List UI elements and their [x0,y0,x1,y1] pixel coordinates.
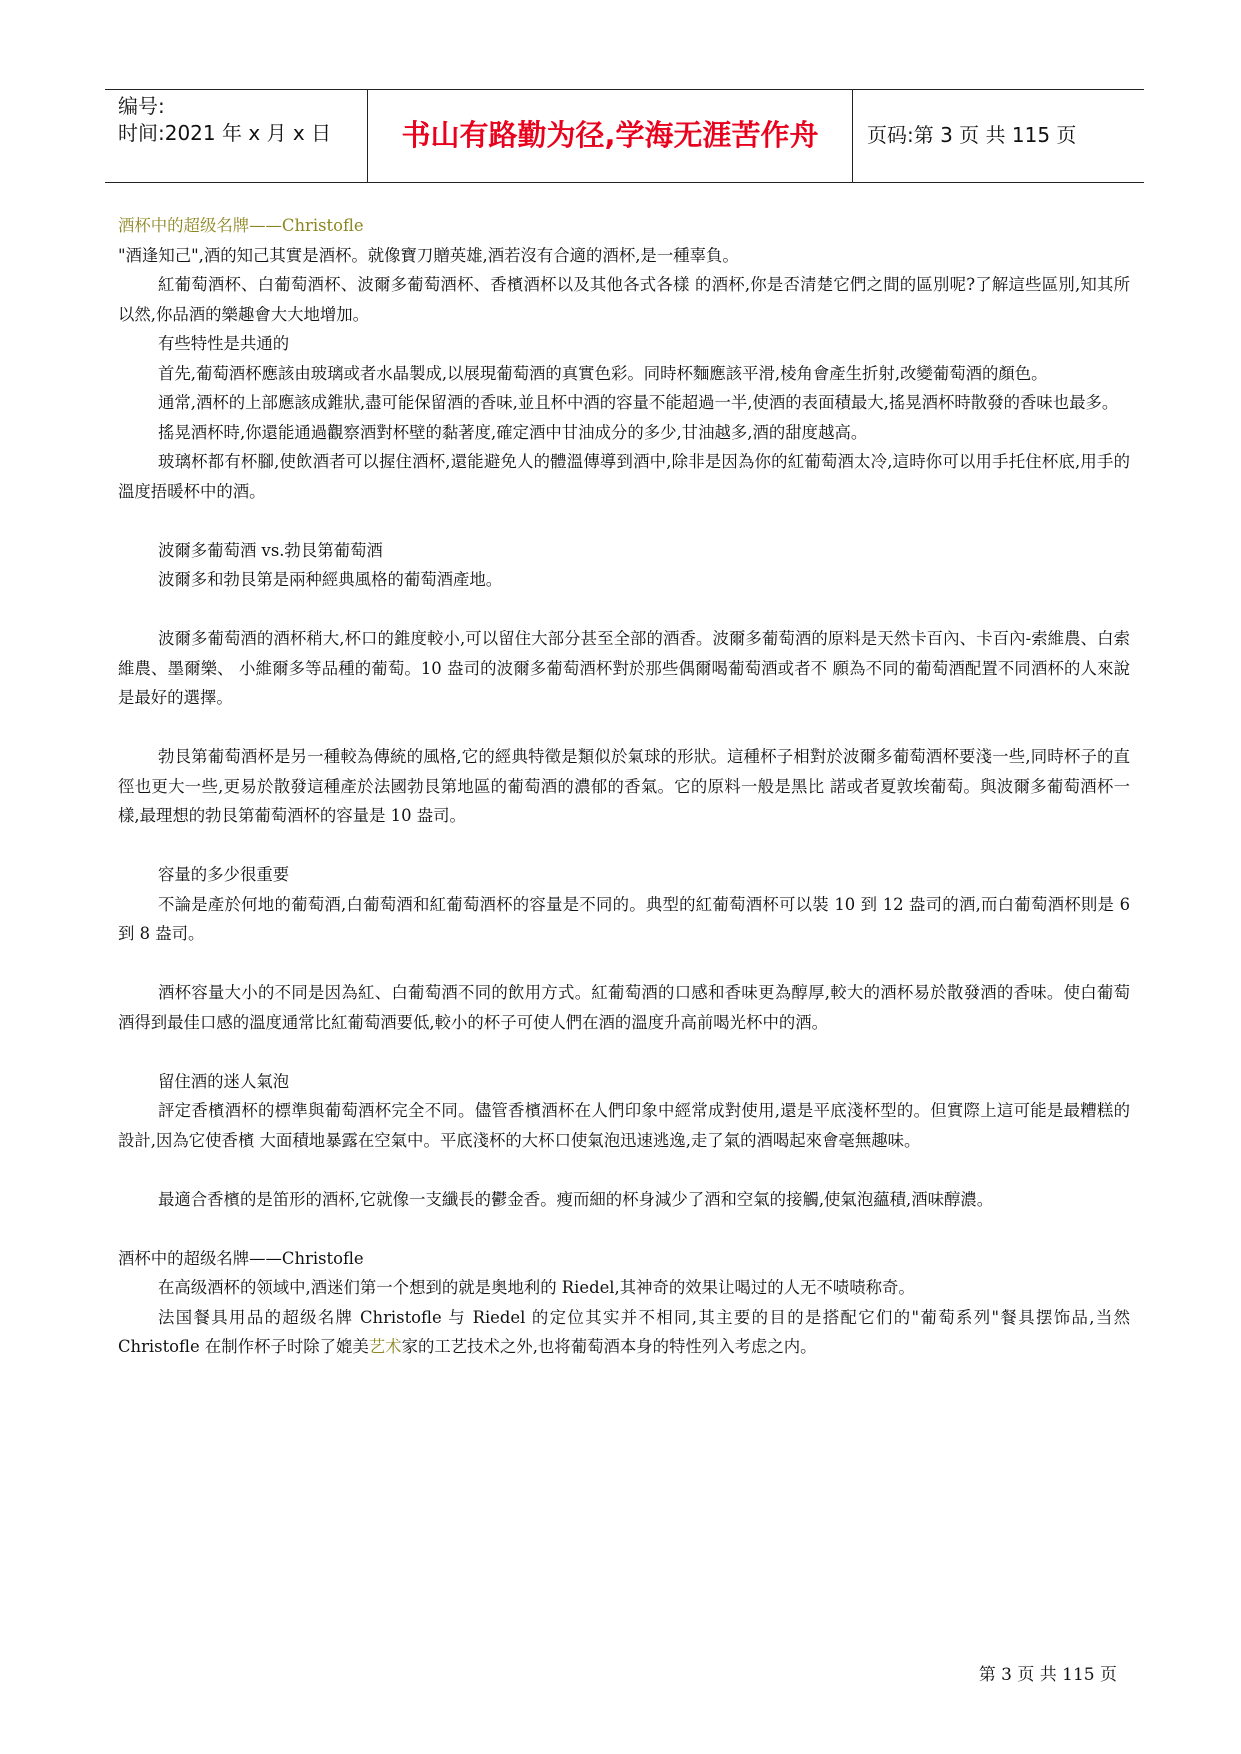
header-motto: 书山有路勤为径,学海无涯苦作舟 [401,118,819,152]
art-link[interactable]: 艺术 [368,1337,402,1356]
article-title: 酒杯中的超级名牌——Christofle [118,216,364,235]
paragraph: 評定香檳酒杯的標準與葡萄酒杯完全不同。儘管香檳酒杯在人們印象中經常成對使用,還是平底淺杯型的。但實際上這可能是最糟糕的設計,因為它使香檳 大面積地暴露在空氣中。平底淺杯的大杯口使氣泡迅速逃逸,走了氣的酒喝起來會毫無趣味。 [118,1101,1130,1150]
paragraph: 玻璃杯都有杯腳,使飲酒者可以握住酒杯,還能避免人的體溫傳導到酒中,除非是因為你的紅葡萄酒太冷,這時你可以用手托住杯底,用手的溫度捂暖杯中的酒。 [118,452,1130,501]
paragraph: 不論是產於何地的葡萄酒,白葡萄酒和紅葡萄酒杯的容量是不同的。典型的紅葡萄酒杯可以裝 10 到 12 盎司的酒,而白葡萄酒杯則是 6 到 8 盎司。 [118,894,1130,943]
paragraph: 酒杯容量大小的不同是因為紅、白葡萄酒不同的飲用方式。紅葡萄酒的口感和香味更為醇厚,較大的酒杯易於散發酒的香味。使白葡萄酒得到最佳口感的溫度通常比紅葡萄酒要低,較小的杯子可使人們在酒的溫度升高前喝光杯中的酒。 [118,983,1130,1032]
paragraph-text: 家的工艺技术之外,也将葡萄酒本身的特性列入考虑之内。 [401,1337,817,1356]
paragraph: 首先,葡萄酒杯應該由玻璃或者水晶製成,以展現葡萄酒的真實色彩。同時杯麵應該平滑,棱角會產生折射,改變葡萄酒的顏色。 [158,363,1048,383]
header-page-cell [853,90,1144,182]
page-footer: 第 3 页 共 115 页 [978,1665,1117,1685]
document-header [105,89,1144,183]
paragraph: 搖晃酒杯時,你還能通過觀察酒對杯壁的黏著度,確定酒中甘油成分的多少,甘油越多,酒的甜度越高。 [158,422,868,442]
section-heading: 留住酒的迷人氣泡 [158,1071,290,1091]
header-info-cell [105,90,368,182]
paragraph: 通常,酒杯的上部應該成錐狀,盡可能保留酒的香味,並且杯中酒的容量不能超過一半,使酒的表面積最大,搖晃酒杯時散發的香味也最多。 [158,393,1119,412]
section-heading: 有些特性是共通的 [158,334,290,353]
section-heading: 波爾多葡萄酒 vs.勃艮第葡萄酒 [158,540,383,560]
paragraph [118,1303,1130,1362]
paragraph: 最適合香檳的是笛形的酒杯,它就像一支纖長的鬱金香。瘦而細的杯身減少了酒和空氣的接觸,使氣泡蘊積,酒味醇濃。 [158,1189,994,1209]
document-time-label: 时间:2021 年 x 月 x 日 [118,121,332,145]
article-body [118,211,1130,1362]
paragraph: "酒逢知己",酒的知己其實是酒杯。就像寶刀贈英雄,酒若沒有合適的酒杯,是一種辜負。 [118,245,739,265]
paragraph: 勃艮第葡萄酒杯是另一種較為傳統的風格,它的經典特徵是類似於氣球的形狀。這種杯子相對於波爾多葡萄酒杯要淺一些,同時杯子的直徑也更大一些,更易於散發這種產於法國勃艮第地區的葡萄酒的濃郁的香氣。它的原料一般是黑比 諾或者夏敦埃葡萄。與波爾多葡萄酒杯一樣,最理想的勃艮第葡萄酒杯的容量是 10 盎司。 [118,747,1130,825]
section-heading: 容量的多少很重要 [158,865,290,884]
paragraph-text: 法国餐具用品的超级名牌 Christofle 与 Riedel 的定位其实并不相同,其主要的目的是搭配它们的"葡萄系列"餐具摆饰品,当然 Christofle 在制作杯子时除了媲美 [118,1307,1130,1356]
article-subtitle: 酒杯中的超级名牌——Christofle [118,1248,364,1268]
header-motto-cell [368,90,853,182]
header-page-label: 页码:第 3 页 共 115 页 [867,123,1077,147]
paragraph: 在高级酒杯的领域中,酒迷们第一个想到的就是奥地利的 Riedel,其神奇的效果让喝过的人无不啧啧称奇。 [158,1278,915,1297]
paragraph: 波爾多葡萄酒的酒杯稍大,杯口的錐度較小,可以留住大部分甚至全部的酒香。波爾多葡萄酒的原料是天然卡百內、卡百內-索維農、白索維農、墨爾樂、 小維爾多等品種的葡萄。10 盎司的波爾多葡萄酒杯對於那些偶爾喝葡萄酒或者不 願為不同的葡萄酒配置不同酒杯的人來說是最好的選擇。 [118,629,1130,707]
paragraph: 紅葡萄酒杯、白葡萄酒杯、波爾多葡萄酒杯、香檳酒杯以及其他各式各樣 的酒杯,你是否清楚它們之間的區別呢?了解這些區別,知其所以然,你品酒的樂趣會大大地增加。 [118,275,1130,324]
document-number-label: 编号: [118,94,165,118]
paragraph: 波爾多和勃艮第是兩种經典風格的葡萄酒產地。 [158,570,503,589]
